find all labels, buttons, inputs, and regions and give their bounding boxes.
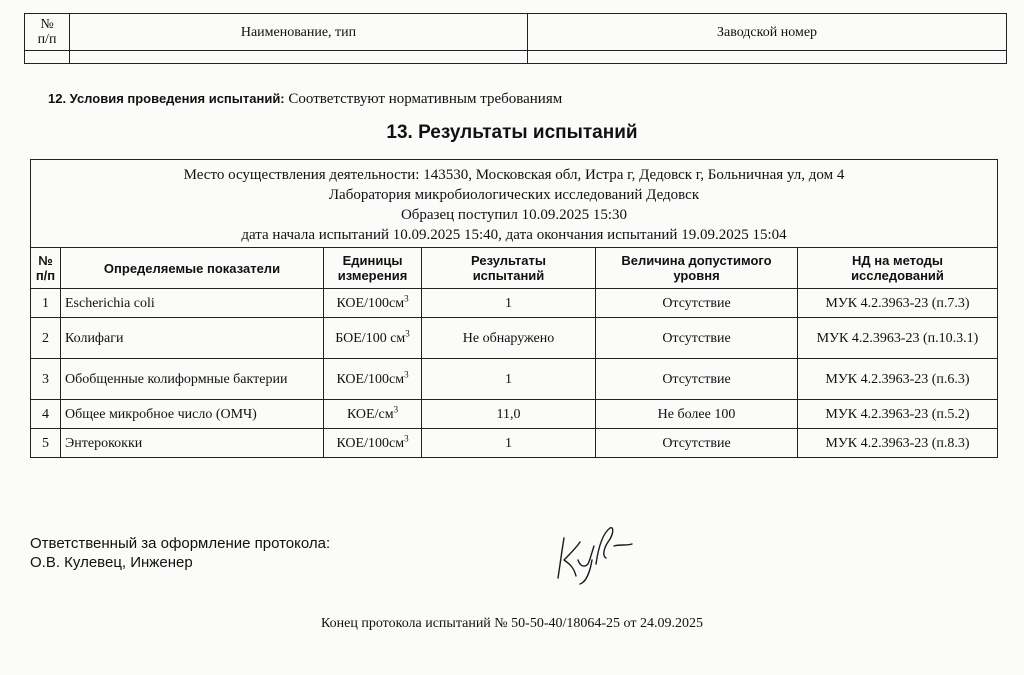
row-limit: Отсутствие [596,318,798,359]
row-method: МУК 4.2.3963-23 (п.6.3) [798,359,998,400]
sample-received: Образец поступил 10.09.2025 15:30 [400,206,628,223]
table-row [31,429,998,458]
row-indicator: Общее микробное число (ОМЧ) [61,400,324,429]
col-limit: Величина допустимого уровня [596,248,798,289]
row-method: МУК 4.2.3963-23 (п.7.3) [798,289,998,318]
row-method: МУК 4.2.3963-23 (п.10.3.1) [798,318,998,359]
test-conditions [48,91,562,108]
row-num: 2 [31,318,61,359]
results-title: 13. Результаты испытаний [386,122,638,143]
row-indicator: Escherichia coli [61,289,324,318]
protocol-end: Конец протокола испытаний № 50-50-40/18064-25 от 24.09.2025 [321,616,703,631]
sample-info [31,160,998,248]
row-result: 1 [422,289,596,318]
row-unit: КОЕ/$см^3$ [324,400,422,429]
col-result: Результаты испытаний [422,248,596,289]
equipment-table [24,13,1007,64]
row-num: 1 [31,289,61,318]
table-row [31,318,998,359]
signature-icon [540,520,650,590]
row-result: Не обнаружено [422,318,596,359]
results-table [30,159,998,458]
row-result: 1 [422,359,596,400]
row-method: МУК 4.2.3963-23 (п.8.3) [798,429,998,458]
col-num: № п/п [31,248,61,289]
table-row [31,289,998,318]
row-indicator: Колифаги [61,318,324,359]
equip-header-serial: Заводской номер [528,14,1007,51]
row-result: 1 [422,429,596,458]
row-unit: КОЕ/$100см^3$ [324,359,422,400]
row-result: 11,0 [422,400,596,429]
row-unit: БОЕ/100 $см^3$ [324,318,422,359]
equip-header-num: № п/п [25,14,70,51]
row-num: 5 [31,429,61,458]
row-limit: Не более 100 [596,400,798,429]
table-row [25,51,1007,64]
lab-name: Лаборатория микробиологических исследований Дедовск [328,186,700,203]
test-dates: дата начала испытаний 10.09.2025 15:40, дата окончания испытаний 19.09.2025 15:04 [241,226,787,243]
test-conditions-label: 12. Условия проведения испытаний: [48,91,285,106]
row-limit: Отсутствие [596,359,798,400]
row-limit: Отсутствие [596,289,798,318]
row-unit: КОЕ/$100см^3$ [324,289,422,318]
col-indicator: Определяемые показатели [61,248,324,289]
row-num: 3 [31,359,61,400]
row-indicator: Обобщенные колиформные бактерии [61,359,324,400]
row-unit: КОЕ/$100см^3$ [324,429,422,458]
col-method: НД на методы исследований [798,248,998,289]
results-header [31,248,998,289]
row-method: МУК 4.2.3963-23 (п.5.2) [798,400,998,429]
responsible-label: Ответственный за оформление протокола: [30,535,331,552]
table-row [31,400,998,429]
test-conditions-value: Соответствуют нормативным требованиям [288,91,563,107]
row-limit: Отсутствие [596,429,798,458]
row-indicator: Энтерококки [61,429,324,458]
table-row [31,359,998,400]
equip-header-name: Наименование, тип [70,14,528,51]
row-num: 4 [31,400,61,429]
responsible-name: О.В. Кулевец, Инженер [30,554,193,571]
responsible-person [30,534,330,572]
col-unit: Единицы измерения [324,248,422,289]
activity-place: Место осуществления деятельности: 143530, Московская обл, Истра г, Дедовск г, Больничная ул, дом 4 [183,166,845,183]
